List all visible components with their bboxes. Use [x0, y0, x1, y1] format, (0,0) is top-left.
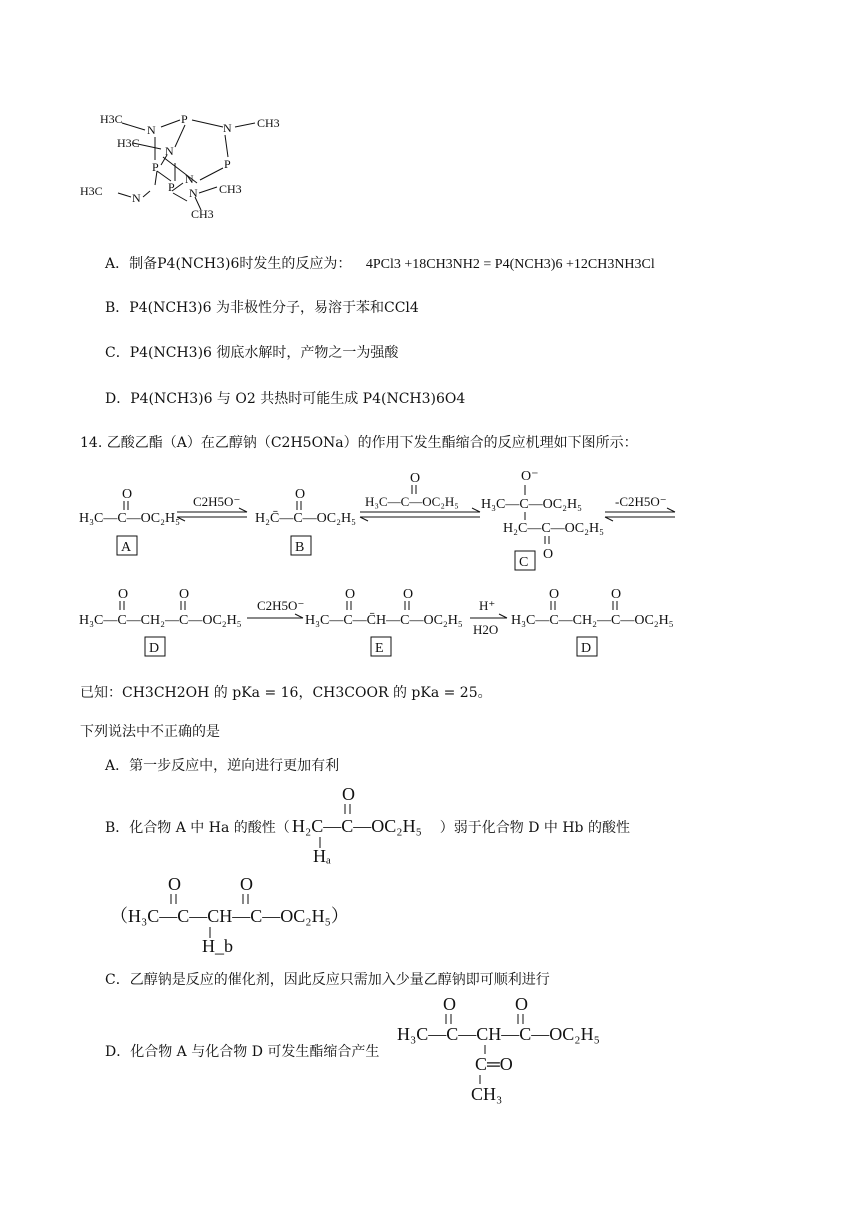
q13-option-c: C．P4(NCH3)6 彻底水解时，产物之一为强酸 [105, 345, 399, 361]
svg-text:C═O: C═O [475, 1054, 513, 1074]
svg-text:O: O [403, 587, 414, 602]
structure-label: P [152, 160, 159, 174]
svg-text:O: O [168, 874, 181, 894]
svg-text:H₂C—C—OC₂H₅: H₂C—C—OC₂H₅ [503, 521, 604, 536]
svg-text:O: O [515, 994, 528, 1014]
svg-text:O: O [549, 587, 560, 602]
structure-label: H3C [80, 184, 103, 198]
scheme-box-label: D [149, 641, 160, 656]
structure-label: CH3 [219, 182, 242, 196]
arrow-reagent: C2H5O⁻ [193, 494, 241, 509]
scheme-box-label: A [121, 540, 132, 555]
svg-text:H₂C—C—OC₂H₅: H₂C—C—OC₂H₅ [292, 816, 422, 836]
condensation-product-structure [395, 990, 610, 1110]
arrow-reagent: H⁺ [479, 598, 496, 613]
scheme-box-label: B [295, 540, 305, 555]
ha-structure [290, 780, 440, 866]
structure-label: P [224, 157, 231, 171]
q14-option-a: A．第一步反应中，逆向进行更加有利 [105, 758, 340, 774]
svg-text:O: O [410, 471, 421, 486]
svg-text:（H₃C—C—CH—C—OC₂H₅）: （H₃C—C—CH—C—OC₂H₅） [110, 906, 349, 926]
svg-text:O⁻: O⁻ [521, 469, 539, 484]
q13-option-d: D．P4(NCH3)6 与 O2 共热时可能生成 P4(NCH3)6O4 [105, 391, 466, 407]
structure-label: N [165, 144, 174, 158]
scheme-box-label: C [519, 555, 529, 570]
structure-label: N [185, 172, 194, 186]
svg-text:O: O [443, 994, 456, 1014]
svg-text:H₃C—C—CH₂—C—OC₂H₅: H₃C—C—CH₂—C—OC₂H₅ [79, 613, 242, 628]
reaction-scheme-row-2 [75, 584, 690, 662]
structure-label: N [147, 123, 156, 137]
svg-text:H₃C—C—OC₂H₅: H₃C—C—OC₂H₅ [79, 511, 180, 526]
structure-label: H3C [117, 136, 140, 150]
svg-text:O: O [240, 874, 253, 894]
svg-text:H_b: H_b [202, 936, 233, 956]
question-prompt: 下列说法中不正确的是 [80, 724, 220, 740]
scheme-box-label: D [581, 641, 592, 656]
question-14-stem: 14. 乙酸乙酯（A）在乙醇钠（C2H5ONa）的作用下发生酯缩合的反应机理如下图所示： [80, 435, 638, 451]
structure-label: CH3 [257, 116, 280, 130]
q14-option-b: B．化合物 A 中 Ha 的酸性（ ）弱于化合物 D 中 Hb 的酸性 [105, 820, 630, 836]
arrow-reagent: C2H5O⁻ [257, 598, 305, 613]
known-condition: 已知：CH3CH2OH 的 pKa = 16，CH3COOR 的 pKa = 25。 [80, 685, 492, 701]
svg-text:Hₐ: Hₐ [313, 846, 331, 866]
structure-label: CH3 [191, 207, 214, 221]
svg-text:O: O [543, 547, 554, 562]
svg-text:H₃C—C—OC₂H₅: H₃C—C—OC₂H₅ [481, 497, 582, 512]
svg-text:O: O [345, 587, 356, 602]
svg-text:H₃C—C—C̄H—C—OC₂H₅: H₃C—C—C̄H—C—OC₂H₅ [305, 613, 463, 628]
svg-text:O: O [342, 784, 355, 804]
svg-text:H₃C—C—CH₂—C—OC₂H₅: H₃C—C—CH₂—C—OC₂H₅ [511, 613, 674, 628]
arrow-reagent: -C2H5O⁻ [615, 494, 667, 509]
svg-text:O: O [179, 587, 190, 602]
svg-text:O: O [295, 487, 306, 502]
svg-text:O: O [611, 587, 622, 602]
svg-text:CH₃: CH₃ [471, 1084, 503, 1104]
scheme-box-label: E [375, 641, 384, 656]
svg-text:H₃C—C—CH—C—OC₂H₅: H₃C—C—CH—C—OC₂H₅ [397, 1024, 600, 1044]
p4-nch3-6-structure-figure [75, 105, 290, 230]
arrow-reagent: H2O [473, 622, 499, 637]
q13-option-b: B．P4(NCH3)6 为非极性分子，易溶于苯和CCl4 [105, 300, 419, 316]
q14-option-c: C．乙醇钠是反应的催化剂，因此反应只需加入少量乙醇钠即可顺利进行 [105, 972, 550, 988]
svg-text:H₃C—C—OC₂H₅: H₃C—C—OC₂H₅ [365, 494, 459, 509]
svg-text:O: O [118, 587, 129, 602]
q13-option-a: A．制备P4(NCH3)6时发生的反应为： 4PCl3 +18CH3NH2 = P4(NCH3)6 +12CH3NH3Cl [105, 256, 655, 272]
structure-label: N [132, 191, 141, 205]
svg-text:O: O [122, 487, 133, 502]
svg-text:H₂C̄—C—OC₂H₅: H₂C̄—C—OC₂H₅ [255, 511, 356, 526]
structure-label: P [168, 180, 175, 194]
structure-label: P [181, 112, 188, 126]
structure-label: N [223, 121, 232, 135]
reaction-scheme-row-1 [75, 468, 685, 576]
structure-label: N [189, 186, 198, 200]
structure-label: H3C [100, 112, 123, 126]
hb-structure [110, 870, 350, 956]
q14-option-d: D．化合物 A 与化合物 D 可发生酯缩合产生 [105, 1044, 380, 1060]
